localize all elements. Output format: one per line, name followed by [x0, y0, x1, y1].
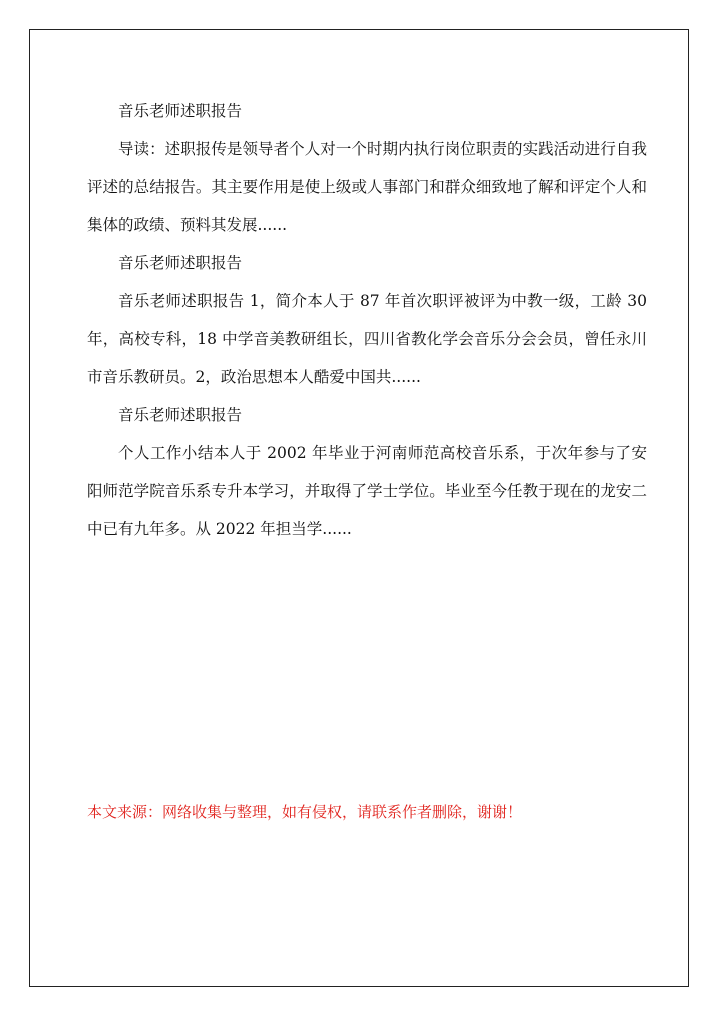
section-paragraph: 个人工作小结本人于 2002 年毕业于河南师范高校音乐系，于次年参与了安阳师范学院音乐系专升本学习，并取得了学士学位。毕业至今任教于现在的龙安二中已有九年多。从 2022 年担当学......: [87, 444, 647, 538]
section-paragraph: 导读：述职报传是领导者个人对一个时期内执行岗位职责的实践活动进行自我评述的总结报告。其主要作用是使上级或人事部门和群众细致地了解和评定个人和集体的政绩、预料其发展......: [87, 140, 647, 234]
document-body: [87, 92, 647, 548]
section-title: 音乐老师述职报告: [118, 406, 243, 424]
section-paragraph: 音乐老师述职报告 1，简介本人于 87 年首次职评被评为中教一级，工龄 30 年，高校专科，18 中学音美教研组长，四川省教化学会音乐分会会员，曾任永川市音乐教研员。2，政治思想本人酷爱中国共......: [87, 292, 647, 386]
section-title: 音乐老师述职报告: [118, 254, 243, 272]
source-note: 本文来源：网络收集与整理，如有侵权，请联系作者删除，谢谢！: [87, 803, 523, 821]
section-title: 音乐老师述职报告: [118, 102, 243, 120]
